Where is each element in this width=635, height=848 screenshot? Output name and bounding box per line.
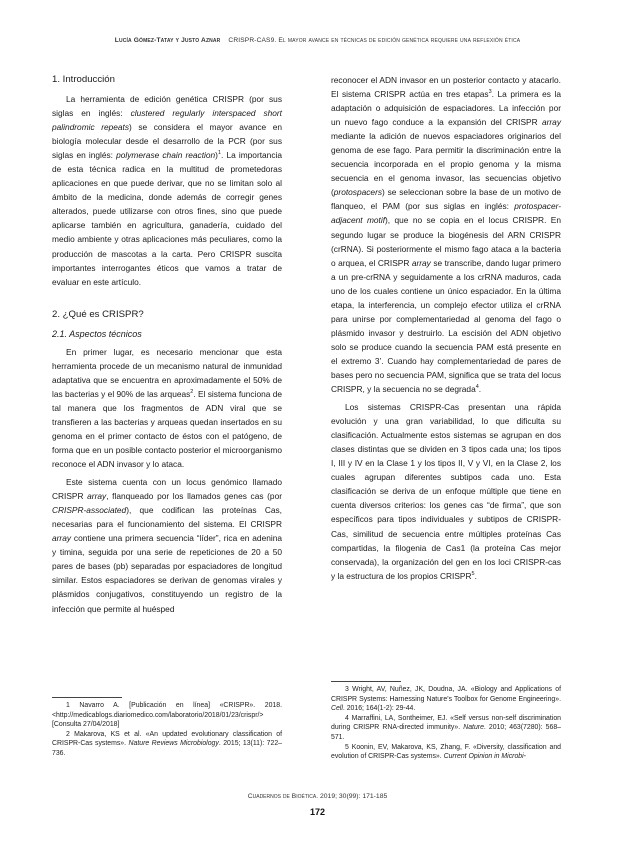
- left-column: [52, 73, 282, 616]
- subsection-2-1-heading: 2.1. Aspectos técnicos: [52, 328, 142, 339]
- footnote-1: 1 Navarro A. [Publicación en línea] «CRISPR». 2018. <http://medicablogs.diariomedico.com/laboratorio/2018/01/23/crispr/> [Consulta 27/04/2018]: [52, 702, 282, 729]
- technical-paragraph-2: Este sistema cuenta con un locus genómico llamado CRISPR array, flanqueado por los llamados genes cas (por CRISPR-associated), que codifican las proteínas Cas, necesarias para el funcionamiento del sistema. El CRISPR array contiene una primera secuencia “líder”, rica en adenina y timina, seguida por una serie de repeticiones de 20 a 50 pares de bases (pb) separadas por espaciadores de longitud similar. Estos espaciadores se derivan de genomas virales y plásmidos conjugativos, constituyendo un registro de la infección que permite al huésped: [52, 477, 282, 614]
- right-column: [331, 73, 561, 583]
- footnote-ref-5: 5: [471, 570, 475, 577]
- header-title: CRISPR-CAS9. El mayor avance en técnicas de edición genética requiere una reflexión ética: [228, 37, 521, 44]
- technical-paragraph-1: En primer lugar, es necesario mencionar que esta herramienta procede de un mecanismo natural de inmunidad adaptativa que se encuentra en aproximadamente el 50% de las bacterias y el 90% de las arqueas$^2$. El sistema funciona de tal manera que los fragmentos de ADN viral que se transfieren a las bacterias y arqueas quedan insertados en su genoma en el primer contacto de éstos con el patógeno, de forma que en un posible contacto posterior el microorganismo reconoce el ADN invasor y lo ataca.: [52, 346, 282, 470]
- footnote-5: 5 Koonin, EV, Makarova, KS, Zhang, F. «Diversity, classification and evolution of CRISPR-Cas systems». Current Opinion in Microbi-: [331, 743, 561, 761]
- footnote-divider-left: [52, 697, 122, 698]
- footnote-ref-4: 4: [475, 384, 479, 391]
- footnotes-right: [331, 685, 561, 762]
- footnote-divider-right: [331, 681, 401, 682]
- footnote-2: 2 Makarova, KS et al. «An updated evolutionary classification of CRISPR-Cas systems». Nature Reviews Microbiology. 2015; 13(11): 722–736.: [52, 730, 282, 757]
- journal-footer: Cuadernos de Bioética. 2019; 30(99): 171-185: [247, 793, 388, 800]
- classification-paragraph: Los sistemas CRISPR-Cas presentan una rápida evolución y una gran variabilidad, lo que dificulta su clasificación. Actualmente estos sistemas se agrupan en dos clases distintas que se dividen en 3 tipos cada una; los tipos I, III y IV en la Clase 1 y los tipos II, V y VI, en la Clase 2, los cuales agrupan diferentes subtipos cada uno. Esta clasificación se deriva de un enfoque múltiple que tiene en cuenta diversos criterios: los genes cas “de firma”, que son específicos para tipos individuales y subtipos de CRISPR-Cas, similitud de secuencia entre múltiples proteínas Cas compartidas, la filogenia de Cas1 (la proteína Cas mejor conservada), la organización del gen en los loci CRISPR-cas y la estructura de los propios CRISPR$^5$.: [331, 402, 561, 581]
- section-1-heading: 1. Introducción: [52, 74, 115, 85]
- footnote-ref-2: 2: [190, 389, 194, 396]
- footnotes-left: [52, 701, 282, 759]
- footnote-ref-1: 1: [217, 150, 221, 157]
- section-2-heading: 2. ¿Qué es CRISPR?: [52, 308, 144, 320]
- intro-paragraph: La herramienta de edición genética CRISPR (por sus siglas en inglés: clustered regularly interspaced short palindromic repeats) se considera el mayor avance en biología molecular desde el desarrollo de la PCR (por sus siglas en inglés: polymerase chain reaction)$^1$. La importancia de esta técnica radica en la multitud de prometedoras aplicaciones en que puede derivar, que no se limitan solo al ámbito de la medicina, donde además de corregir genes alterados, puede utilizarse con otros fines, sino que puede aplicarse también en agricultura, ganadería, cuidado del medio ambiente y otras aplicaciones más peculiares, como la producción de mascotas a la carta. Pero CRISPR suscita importantes interrogantes éticos que vamos a tratar de evaluar en este artículo.: [52, 94, 282, 287]
- footnote-4: 4 Marraffini, LA, Sontheimer, EJ. «Self versus non-self discrimination during CRISPR RNA-directed immunity». Nature. 2010; 463(7280): 568–571.: [331, 714, 561, 741]
- stages-paragraph: reconocer el ADN invasor en un posterior contacto y atacarlo. El sistema CRISPR actúa en tres etapas$^3$. La primera es la adaptación o adquisición de espaciadores. La infección por un nuevo fago conduce a la expansión del CRISPR array mediante la adición de nuevos espaciadores originarios del genoma de ese fago. Para permitir la discriminación entre la secuencia incorporada en el propio genoma y la misma secuencia en el genoma invasor, las secuencias objetivo (protospacers) se seleccionan sobre la base de un motivo de flanqueo, el PAM (por sus siglas en inglés: protospacer-adjacent motif), que no se copia en el locus CRISPR. En segundo lugar se produce la biogénesis del ARN CRISPR (crRNA). Si posteriormente el mismo fago ataca a la bacteria o arquea, el CRISPR array se transcribe, dando lugar primero a un pre-crRNA y seguidamente a los crRNA maduros, cada uno de los cuales contiene un único espaciador. En la última etapa, la interferencia, un complejo efector utiliza el crRNA para unirse por complementariedad al genoma del fago o plásmido invasor y destruirlo. La escisión del ADN objetivo solo se produce cuando la secuencia PAM está presente en el extremo 3’. Cuando hay complementariedad de pares de bases pero no secuencia PAM, significa que se trata del locus CRISPR, y la secuencia no se degrada$^4$.: [331, 75, 561, 395]
- page-number: 172: [309, 807, 326, 817]
- footnote-ref-3: 3: [488, 89, 492, 96]
- header-authors: Lucía Gómez-Tatay y Justo Aznar: [114, 37, 221, 44]
- footnote-3: 3 Wright, AV, Nuñez, JK, Doudna, JA. «Biology and Applications of CRISPR Systems: Harnessing Nature’s Toolbox for Genome Engineering». Cell. 2016; 164(1-2): 29-44.: [331, 686, 561, 713]
- running-header: [0, 37, 635, 44]
